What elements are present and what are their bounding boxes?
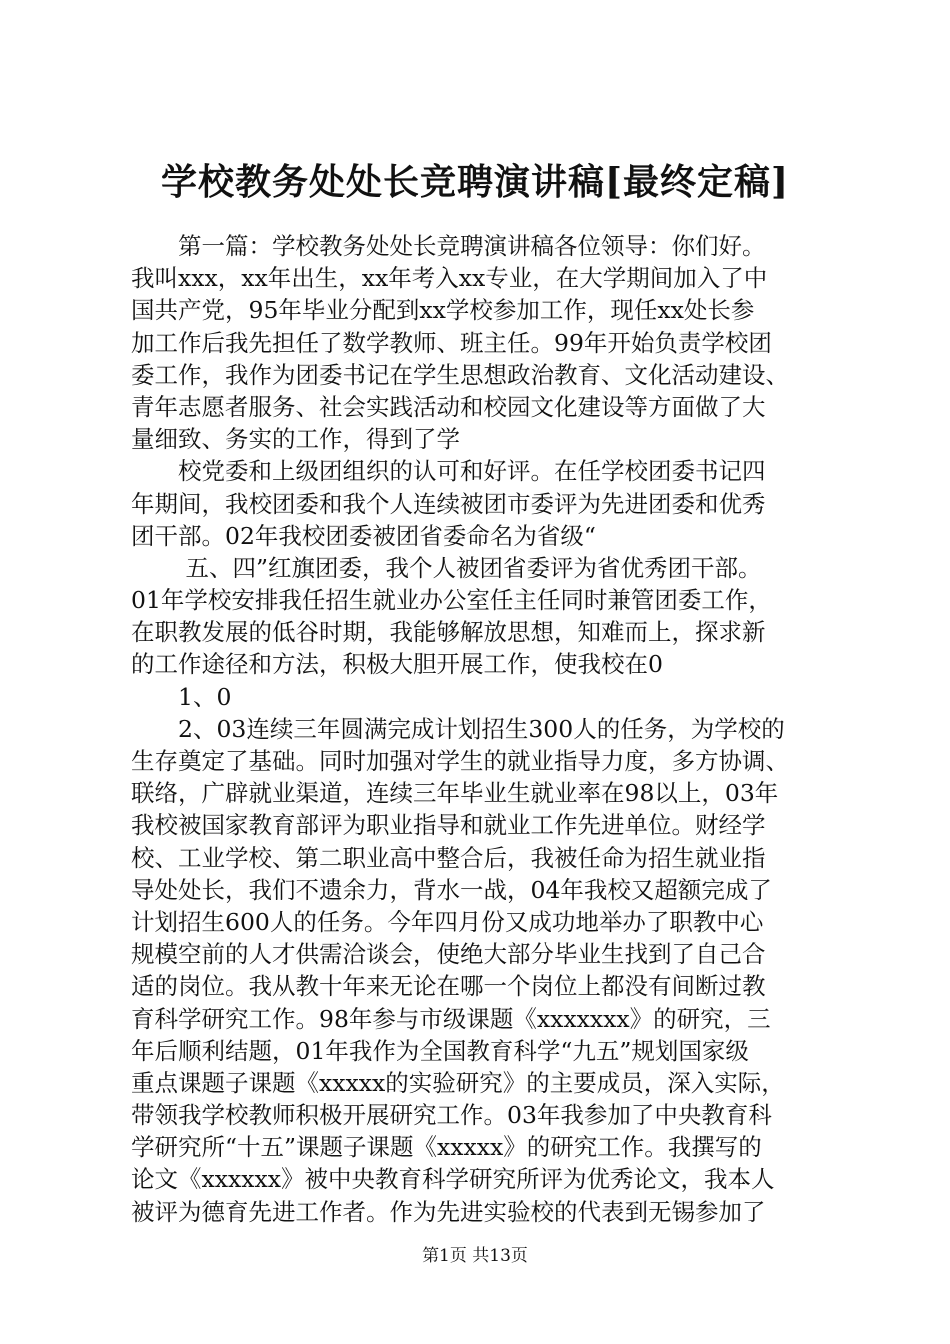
body-line: 在职教发展的低谷时期，我能够解放思想，知难而上，探求新 bbox=[131, 618, 766, 647]
body-line: 年后顺利结题，01年我作为全国教育科学“九五”规划国家级 bbox=[131, 1036, 749, 1065]
document-title: 学校教务处处长竞聘演讲稿[最终定稿] bbox=[160, 161, 790, 203]
body-line: 01年学校安排我任招生就业办公室任主任同时兼管团委工作， bbox=[131, 586, 772, 615]
body-line: 量细致、务实的工作，得到了学 bbox=[131, 425, 460, 454]
body-line: 规模空前的人才供需洽谈会，使绝大部分毕业生找到了自己合 bbox=[131, 940, 766, 969]
body-line: 1、0 bbox=[131, 682, 232, 711]
document-body bbox=[131, 230, 871, 1228]
body-line: 联络，广辟就业渠道，连续三年毕业生就业率在98以上，03年 bbox=[131, 779, 779, 808]
body-line: 学研究所“十五”课题子课题《xxxxx》的研究工作。我撰写的 bbox=[131, 1133, 762, 1162]
body-line: 生存奠定了基础。同时加强对学生的就业指导力度，多方协调、 bbox=[131, 747, 789, 775]
body-line: 我叫xxx，xx年出生，xx年考入xx专业，在大学期间加入了中 bbox=[131, 264, 768, 293]
body-line: 2、03连续三年圆满完成计划招生300人的任务，为学校的 bbox=[131, 714, 785, 743]
body-line: 我校被国家教育部评为职业指导和就业工作先进单位。财经学 bbox=[131, 811, 766, 840]
body-line: 第一篇：学校教务处处长竞聘演讲稿各位领导：你们好。 bbox=[131, 232, 766, 260]
page-footer: 第1页 共13页 bbox=[422, 1246, 528, 1266]
body-line: 适的岗位。我从教十年来无论在哪一个岗位上都没有间断过教 bbox=[131, 972, 766, 1001]
body-line: 年期间，我校团委和我个人连续被团市委评为先进团委和优秀 bbox=[131, 489, 766, 518]
body-line: 团干部。02年我校团委被团省委命名为省级“ bbox=[131, 521, 596, 550]
body-line: 导处处长，我们不遗余力，背水一战，04年我校又超额完成了 bbox=[131, 875, 772, 904]
body-line: 委工作，我作为团委书记在学生思想政治教育、文化活动建设、 bbox=[131, 360, 789, 389]
body-line: 带领我学校教师积极开展研究工作。03年我参加了中央教育科 bbox=[131, 1101, 772, 1130]
body-line: 五、四”红旗团委，我个人被团省委评为省优秀团干部。 bbox=[131, 553, 762, 582]
body-line: 被评为德育先进工作者。作为先进实验校的代表到无锡参加了 bbox=[131, 1197, 766, 1226]
body-line: 国共产党，95年毕业分配到xx学校参加工作，现任xx处长参 bbox=[131, 296, 755, 325]
body-line: 校、工业学校、第二职业高中整合后，我被任命为招生就业指 bbox=[131, 843, 766, 872]
body-line: 重点课题子课题《xxxxx的实验研究》的主要成员，深入实际， bbox=[131, 1068, 785, 1097]
body-line: 计划招生600人的任务。今年四月份又成功地举办了职教中心 bbox=[131, 907, 764, 936]
body-line: 青年志愿者服务、社会实践活动和校园文化建设等方面做了大 bbox=[131, 392, 766, 421]
body-line: 加工作后我先担任了数学教师、班主任。99年开始负责学校团 bbox=[131, 328, 772, 357]
body-line: 论文《xxxxxx》被中央教育科学研究所评为优秀论文，我本人 bbox=[131, 1165, 775, 1194]
body-line: 校党委和上级团组织的认可和好评。在任学校团委书记四 bbox=[131, 457, 766, 486]
body-line: 育科学研究工作。98年参与市级课题《xxxxxxx》的研究，三 bbox=[131, 1004, 771, 1033]
body-line: 的工作途径和方法，积极大胆开展工作，使我校在0 bbox=[131, 650, 663, 679]
